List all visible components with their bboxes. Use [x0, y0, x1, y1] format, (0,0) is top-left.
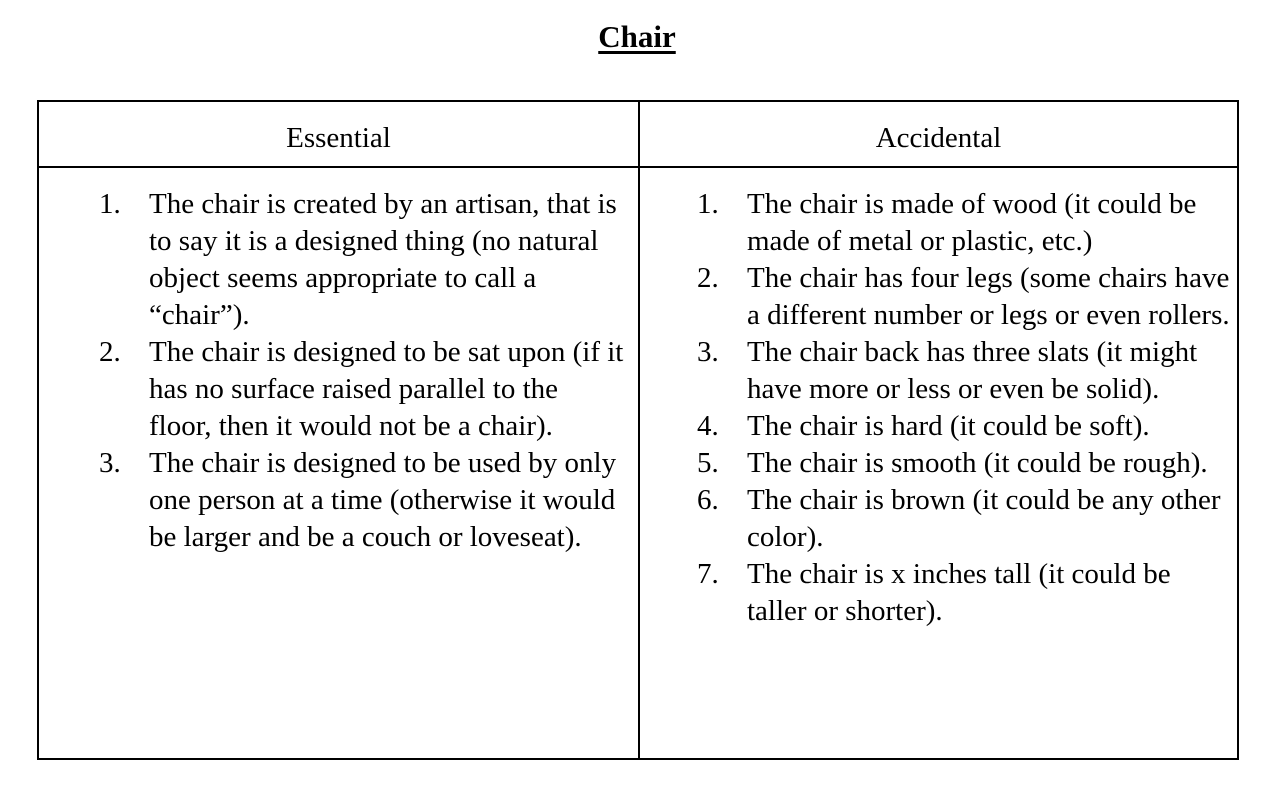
- accidental-item: [697, 482, 1237, 556]
- item-text: The chair is designed to be used by only one person at a time (otherwise it would be larger and be a couch or loveseat).: [149, 447, 617, 553]
- page-title: Chair: [598, 19, 676, 54]
- accidental-list: [697, 186, 1237, 630]
- item-number: 5.: [697, 447, 719, 479]
- item-number: 1.: [697, 188, 719, 220]
- accidental-column-header: Accidental: [875, 122, 1002, 154]
- essential-item: [99, 186, 624, 334]
- accidental-item: [697, 186, 1237, 260]
- item-text: The chair is designed to be sat upon (if it has no surface raised parallel to the floor, then it would not be a chair).: [149, 336, 624, 442]
- item-text: The chair is hard (it could be soft).: [747, 410, 1150, 442]
- column-divider: [638, 102, 640, 758]
- item-number: 3.: [697, 336, 719, 368]
- essential-item: [99, 445, 624, 556]
- accidental-item: [697, 556, 1237, 630]
- header-divider: [39, 166, 1237, 168]
- accidental-item: [697, 408, 1237, 445]
- item-text: The chair is brown (it could be any other color).: [747, 484, 1221, 553]
- item-text: The chair has four legs (some chairs have a different number or legs or even rollers.: [747, 262, 1230, 331]
- accidental-item: [697, 260, 1237, 334]
- item-number: 2.: [697, 262, 719, 294]
- comparison-table: [37, 100, 1239, 760]
- item-text: The chair back has three slats (it might have more or less or even be solid).: [747, 336, 1198, 405]
- accidental-item: [697, 445, 1237, 482]
- item-number: 7.: [697, 558, 719, 590]
- item-number: 6.: [697, 484, 719, 516]
- item-text: The chair is created by an artisan, that is to say it is a designed thing (no natural object seems appropriate to call a “chair”).: [149, 188, 617, 331]
- item-text: The chair is smooth (it could be rough).: [747, 447, 1208, 479]
- item-number: 2.: [99, 336, 121, 368]
- item-number: 4.: [697, 410, 719, 442]
- essential-item: [99, 334, 624, 445]
- item-text: The chair is made of wood (it could be made of metal or plastic, etc.): [747, 188, 1197, 257]
- item-number: 1.: [99, 188, 121, 220]
- item-text: The chair is x inches tall (it could be taller or shorter).: [747, 558, 1171, 627]
- essential-column-header: Essential: [286, 122, 391, 154]
- item-number: 3.: [99, 447, 121, 479]
- essential-list: [99, 186, 624, 556]
- accidental-item: [697, 334, 1237, 408]
